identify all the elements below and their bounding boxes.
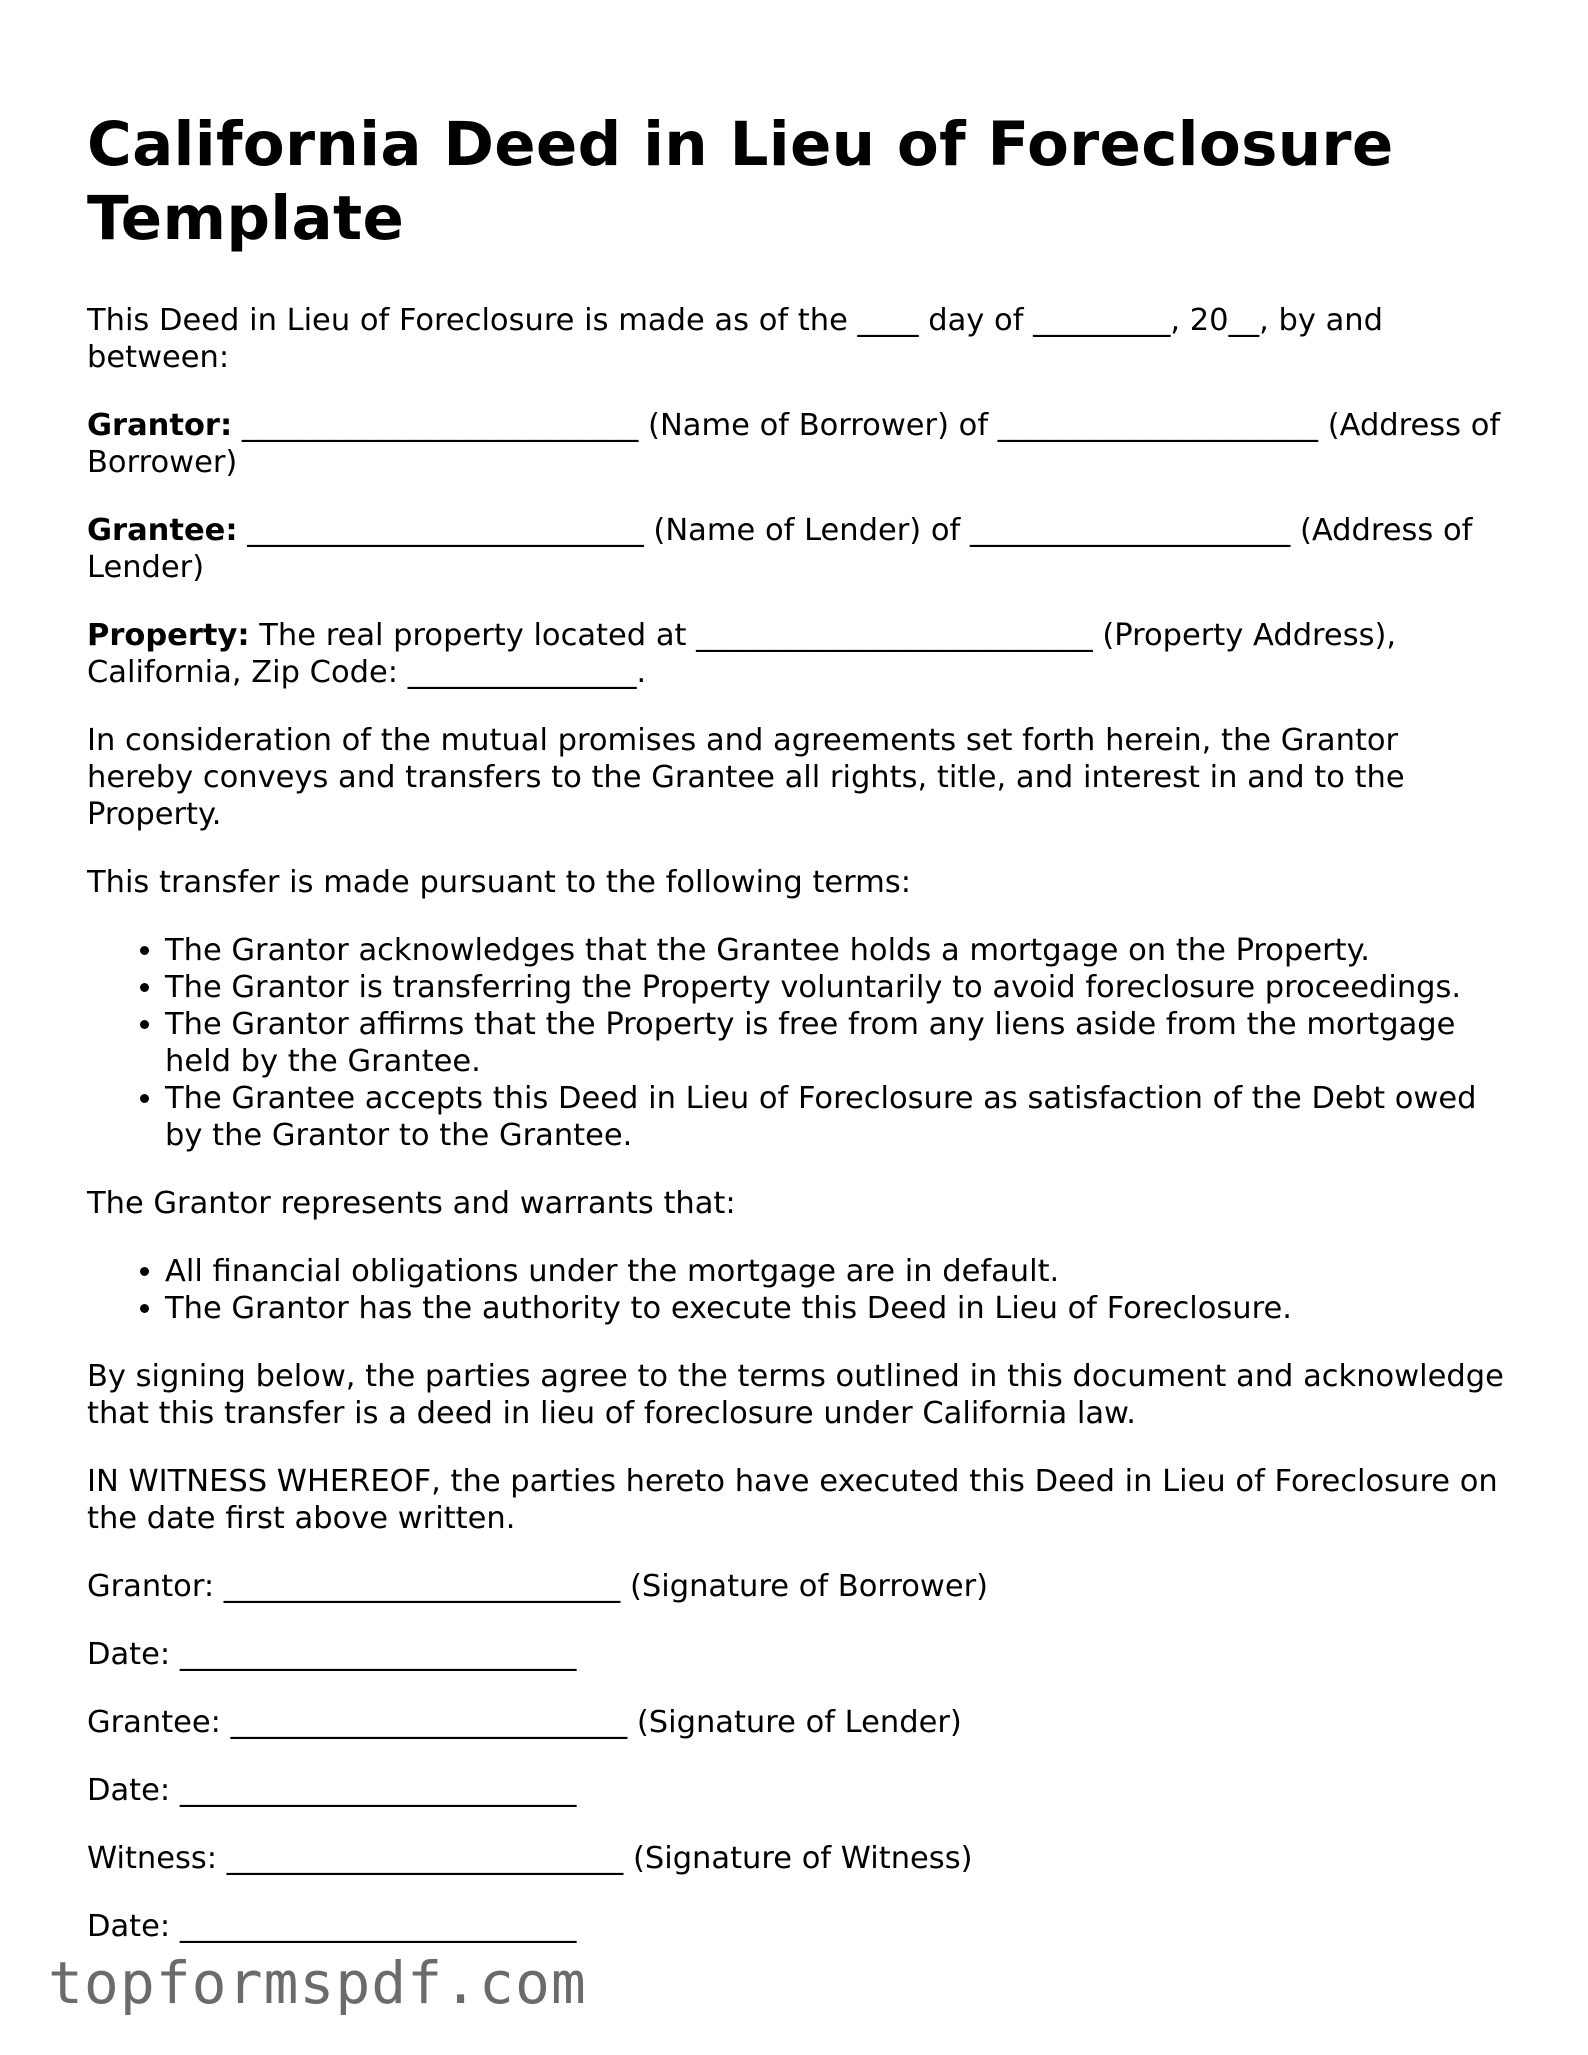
witness-clause: IN WITNESS WHEREOF, the parties hereto have executed this Deed in Lieu of Foreclosure on the date first above written. xyxy=(87,1464,1498,1536)
grantor-date-line: Date: __________________________ xyxy=(87,1637,577,1672)
list-item: • The Grantee accepts this Deed in Lieu of Foreclosure as satisfaction of the Debt owed by the Grantor to the Grantee. xyxy=(165,1080,1507,1154)
warranties-intro: The Grantor represents and warrants that: xyxy=(87,1186,736,1221)
list-item: • All financial obligations under the mortgage are in default. xyxy=(165,1253,1507,1290)
grantee-label: Grantee: xyxy=(87,513,238,548)
grantee-text: __________________________ (Name of Lender) of _____________________ (Address of Lender) xyxy=(87,513,1473,585)
consideration-paragraph: In consideration of the mutual promises and agreements set forth herein, the Grantor hereby conveys and transfers to the Grantee all rights, title, and interest in and to the Property. xyxy=(87,723,1405,832)
grantor-text: __________________________ (Name of Borrower) of _____________________ (Address of Borrower) xyxy=(87,408,1501,480)
list-item: • The Grantor affirms that the Property is free from any liens aside from the mortgage held by the Grantee. xyxy=(165,1006,1507,1080)
property-line xyxy=(87,617,1507,691)
property-label: Property: xyxy=(87,618,250,653)
list-item: • The Grantor has the authority to execute this Deed in Lieu of Foreclosure. xyxy=(165,1290,1507,1327)
grantee-line xyxy=(87,512,1507,586)
property-text: The real property located at __________________________ (Property Address), California, Zip Code: _______________. xyxy=(87,618,1397,690)
watermark: topformspdf.com xyxy=(48,1949,587,2017)
grantor-signature-line: Grantor: __________________________ (Signature of Borrower) xyxy=(87,1569,989,1604)
witness-date-line: Date: __________________________ xyxy=(87,1909,577,1944)
witness-signature-line: Witness: __________________________ (Signature of Witness) xyxy=(87,1841,973,1876)
grantee-date-line: Date: __________________________ xyxy=(87,1773,577,1808)
terms-intro: This transfer is made pursuant to the following terms: xyxy=(87,865,912,900)
document-title: California Deed in Lieu of Foreclosure Template xyxy=(87,109,1394,254)
document-page xyxy=(87,108,1507,1976)
grantor-label: Grantor: xyxy=(87,408,233,443)
warranties-list xyxy=(87,1253,1507,1327)
terms-list xyxy=(87,932,1507,1154)
grantor-line xyxy=(87,407,1507,481)
agreement-paragraph: By signing below, the parties agree to the terms outlined in this document and acknowledge that this transfer is a deed in lieu of foreclosure under California law. xyxy=(87,1359,1504,1431)
intro-paragraph: This Deed in Lieu of Foreclosure is made as of the ____ day of _________, 20__, by and between: xyxy=(87,303,1383,375)
list-item: • The Grantor acknowledges that the Grantee holds a mortgage on the Property. xyxy=(165,932,1507,969)
grantee-signature-line: Grantee: __________________________ (Signature of Lender) xyxy=(87,1705,962,1740)
list-item: • The Grantor is transferring the Property voluntarily to avoid foreclosure proceedings. xyxy=(165,969,1507,1006)
